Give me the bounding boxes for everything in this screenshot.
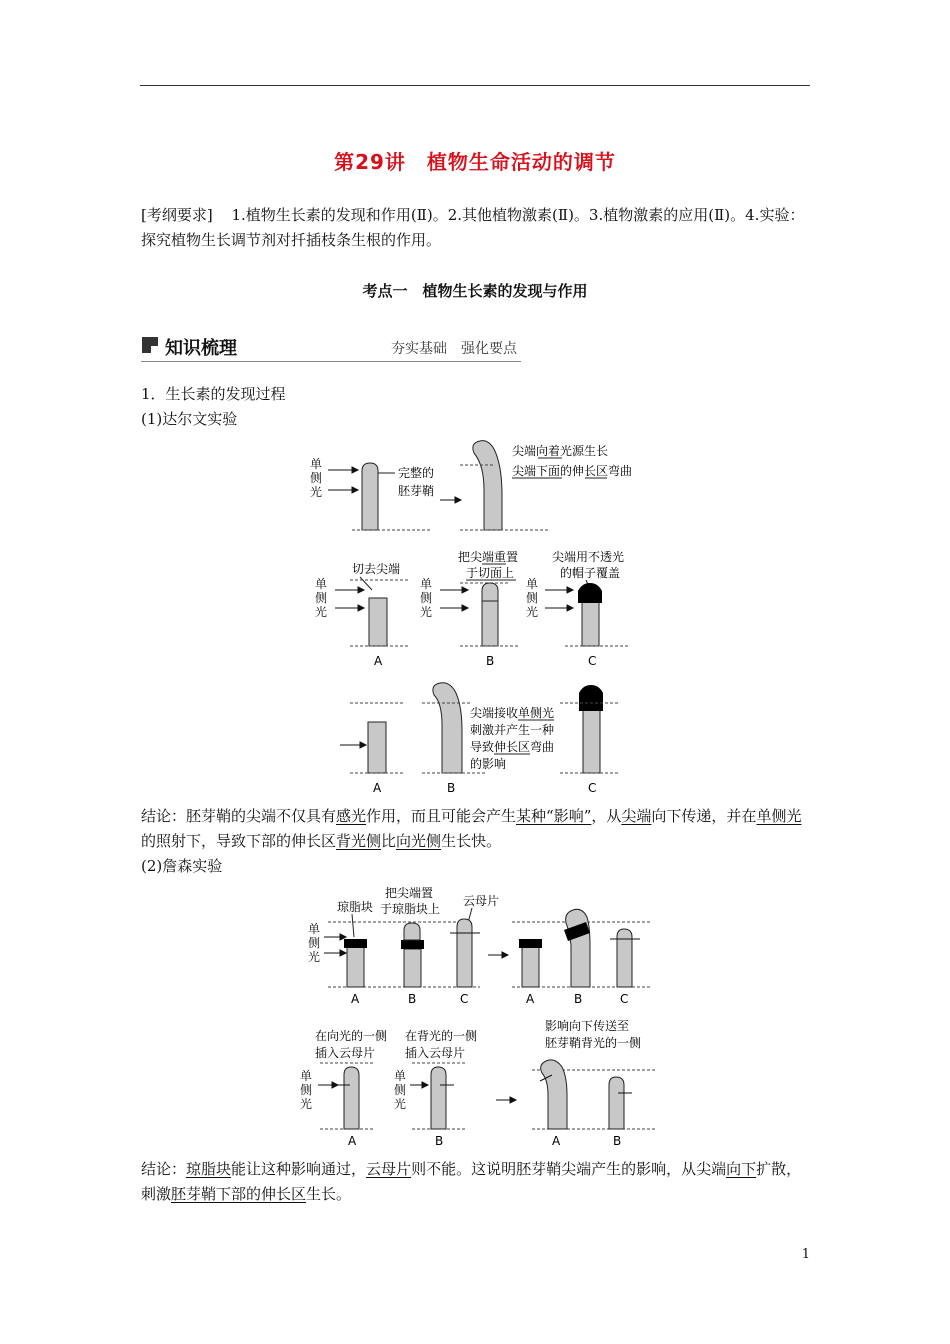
cap-label-2: 的帽子覆盖: [560, 566, 621, 580]
page-number: 1: [801, 1247, 810, 1262]
j-letter-c2: C: [620, 992, 629, 1006]
darwin-result-1: 尖端向着光源生长: [512, 444, 609, 458]
replace-tip-label-2: 于切面上: [466, 566, 515, 580]
j-row2-b: [431, 1067, 446, 1129]
j-result-a: [522, 947, 539, 987]
place-label-1: 把尖端置: [385, 886, 434, 900]
light-c-3: 光: [526, 605, 539, 619]
ul-light-side: 向光侧: [396, 832, 442, 850]
requirements-text: 1.植物生长素的发现和作用(Ⅱ)。2.其他植物激素(Ⅱ)。3.植物激素的应用(Ⅱ)。4.实验：探究植物生长调节剂对扦插枝条生根的作用。: [141, 206, 805, 249]
j-row2-result-a: [541, 1060, 567, 1129]
darwin-conclusion: 结论：胚芽鞘的尖端不仅具有感光作用，而且可能会产生某种“影响”，从尖端向下传递，并在单侧光的照射下，导致下部的伸长区背光侧比向光侧生长快。: [141, 807, 802, 850]
bent-coleoptile: [473, 441, 502, 530]
light-b-2: 侧: [420, 591, 433, 605]
light-label-1: 单: [310, 457, 323, 471]
cap-label-1: 尖端用不透光: [552, 550, 625, 564]
back-side-label-2: 插入云母片: [405, 1046, 466, 1060]
j2-light-3: 光: [300, 1097, 313, 1111]
light-b-3: 光: [420, 605, 433, 619]
ul-shade-side: 背光侧: [336, 832, 382, 850]
j-light-3: 光: [308, 950, 321, 964]
j2-light-2: 侧: [300, 1083, 313, 1097]
agar-block-a: [344, 939, 367, 948]
j2-letter-a2: A: [552, 1134, 561, 1148]
darwin-r3-letter-b: B: [447, 781, 456, 795]
ul-influence: 某种“影响”: [516, 807, 592, 825]
heading-discovery: 1．生长素的发现过程: [141, 385, 286, 403]
opaque-cap: [578, 583, 602, 603]
requirements: [141, 203, 811, 253]
intact-coleoptile: [362, 463, 378, 530]
light-c-1: 单: [526, 577, 539, 591]
ul-unilateral-light: 单侧光: [756, 807, 802, 825]
banner-square-icon: [142, 337, 158, 353]
ul-mica: 云母片: [366, 1160, 412, 1178]
section-title: 考点一 植物生长素的发现与作用: [362, 282, 588, 300]
agar-block-b: [401, 940, 424, 949]
lesson-title: 第29讲 植物生命活动的调节: [334, 150, 616, 174]
explain-4: 的影响: [470, 757, 507, 771]
j3-light-1: 单: [394, 1069, 407, 1083]
ul-tip: 尖端: [621, 807, 652, 825]
light-c-2: 侧: [526, 591, 539, 605]
j-row2-result-b: [609, 1077, 624, 1129]
intact-label-1: 完整的: [398, 466, 435, 480]
darwin-result-2: 尖端下面的伸长区弯曲: [512, 464, 633, 478]
coleoptile-b-result: [433, 683, 462, 773]
light-label-3: 光: [310, 485, 323, 499]
ul-downward: 向下: [726, 1160, 757, 1178]
jensen-experiment-figure: [300, 885, 660, 1150]
coleoptile-b: [482, 583, 498, 646]
jensen-conclusion: 结论：琼脂块能让这种影响通过，云母片则不能。这说明胚芽鞘尖端产生的影响，从尖端向下扩散，刺激胚芽鞘下部的伸长区生长。: [141, 1160, 802, 1203]
j-result-b: [566, 909, 590, 987]
j2-letter-a: A: [348, 1134, 357, 1148]
light-a-1: 单: [315, 577, 328, 591]
j-letter-b2: B: [574, 992, 583, 1006]
darwin-experiment-figure: [290, 435, 670, 800]
light-a-3: 光: [315, 605, 328, 619]
j-coleoptile-c: [457, 919, 472, 987]
coleoptile-a: [369, 598, 387, 646]
banner-underline: [141, 361, 521, 362]
light-side-label-2: 插入云母片: [315, 1046, 376, 1060]
j-letter-a: A: [351, 992, 360, 1006]
explain-1: 尖端接收单侧光: [470, 706, 555, 720]
ul-elongation-zone: 胚芽鞘下部的伸长区: [171, 1185, 307, 1203]
explain-3: 导致伸长区弯曲: [470, 740, 555, 754]
j-result-c: [617, 929, 632, 987]
cut-tip-label: 切去尖端: [352, 562, 401, 576]
banner-title: 知识梳理: [165, 338, 237, 359]
j-light-2: 侧: [308, 936, 321, 950]
opaque-cap-result: [579, 685, 603, 711]
darwin-letter-c: C: [588, 654, 597, 668]
agar-label: 琼脂块: [337, 900, 374, 914]
coleoptile-a-result: [368, 722, 386, 773]
j-letter-b: B: [408, 992, 417, 1006]
effect-label-1: 影响向下传送至: [545, 1019, 630, 1033]
effect-label-2: 胚芽鞘背光的一侧: [545, 1036, 642, 1050]
j2-letter-b2: B: [613, 1134, 622, 1148]
darwin-letter-b: B: [486, 654, 495, 668]
j-letter-c: C: [460, 992, 469, 1006]
light-label-2: 侧: [310, 471, 323, 485]
intact-label-2: 胚芽鞘: [398, 484, 435, 498]
banner-subtitle: 夯实基础 强化要点: [391, 341, 517, 357]
mica-label: 云母片: [463, 894, 500, 908]
j2-letter-b: B: [435, 1134, 444, 1148]
j3-light-3: 光: [394, 1097, 407, 1111]
light-side-label-1: 在向光的一侧: [315, 1029, 388, 1043]
j-row2-a: [344, 1067, 359, 1129]
j3-light-2: 侧: [394, 1083, 407, 1097]
requirements-label: [考纲要求]: [141, 206, 213, 224]
light-a-2: 侧: [315, 591, 328, 605]
j-letter-a2: A: [526, 992, 535, 1006]
replace-tip-label-1: 把尖端重置: [458, 550, 519, 564]
j2-light-1: 单: [300, 1069, 313, 1083]
ul-agar: 琼脂块: [186, 1160, 232, 1178]
subheading-jensen: (2)詹森实验: [141, 857, 223, 875]
light-b-1: 单: [420, 577, 433, 591]
j-coleoptile-a: [347, 947, 364, 987]
back-side-label-1: 在背光的一侧: [405, 1029, 478, 1043]
darwin-letter-a: A: [374, 654, 383, 668]
header-rule: [140, 85, 810, 86]
j-coleoptile-b: [404, 949, 421, 987]
darwin-r3-letter-c: C: [588, 781, 597, 795]
knowledge-banner: [141, 333, 523, 363]
j-light-1: 单: [308, 922, 321, 936]
place-label-2: 于琼脂块上: [380, 902, 441, 916]
darwin-r3-letter-a: A: [373, 781, 382, 795]
coleoptile-c-result: [583, 703, 600, 773]
ul-sensing: 感光: [336, 807, 367, 825]
subheading-darwin: (1)达尔文实验: [141, 410, 238, 428]
explain-2: 刺激并产生一种: [470, 723, 555, 737]
